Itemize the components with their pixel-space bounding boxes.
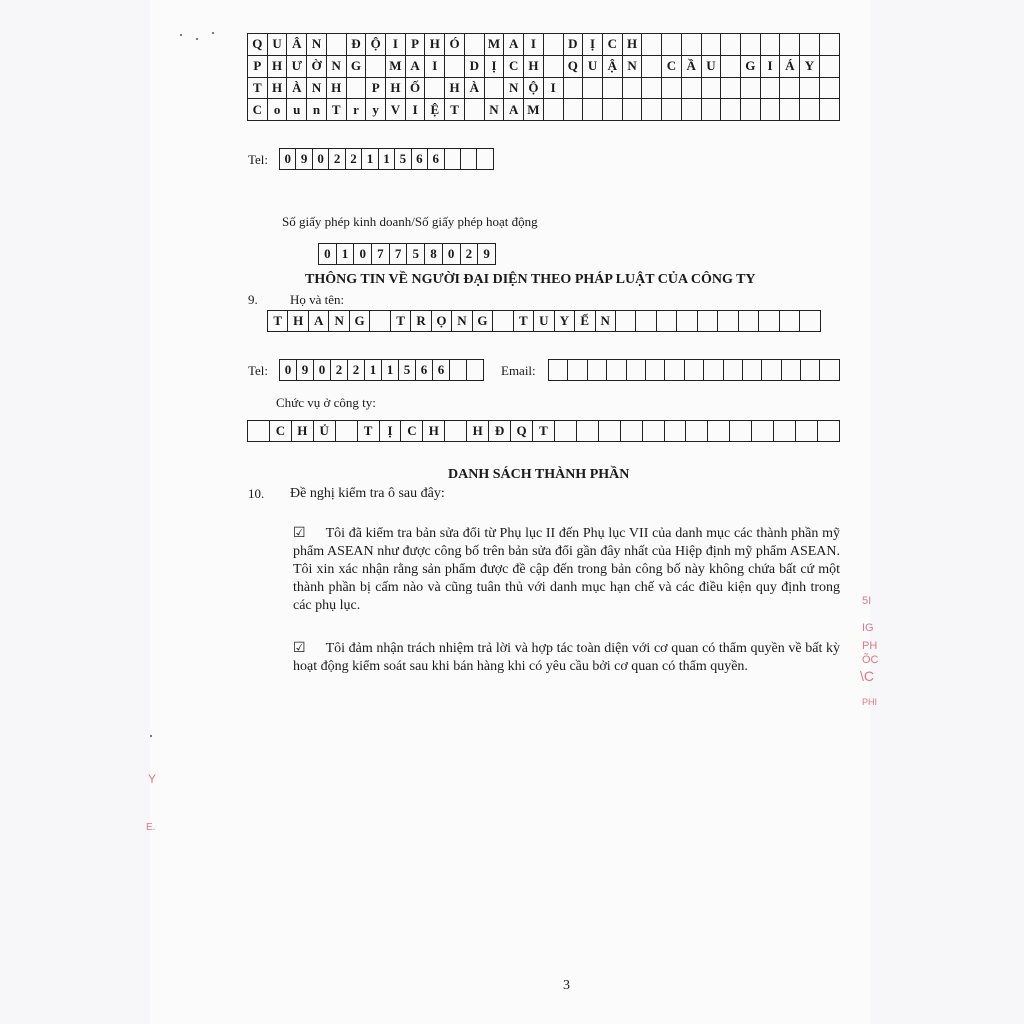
rep-position-grid: [247, 420, 840, 442]
grid-cell: Ố: [405, 77, 425, 99]
grid-cell: 1: [336, 244, 354, 265]
rep-name-grid: [267, 310, 821, 332]
grid-cell: Á: [780, 55, 800, 77]
grid-cell: [740, 34, 760, 56]
grid-cell: U: [701, 55, 721, 77]
grid-cell: Y: [554, 311, 574, 332]
grid-cell: H: [425, 34, 445, 56]
grid-cell: [681, 99, 701, 121]
grid-cell: [587, 360, 606, 381]
grid-cell: [718, 311, 738, 332]
grid-cell: [759, 311, 779, 332]
grid-cell: T: [390, 311, 410, 332]
grid-cell: [607, 360, 626, 381]
company-tel-grid: [279, 148, 494, 170]
grid-cell: A: [405, 55, 425, 77]
grid-cell: [467, 360, 484, 381]
grid-cell: [549, 360, 568, 381]
grid-cell: [450, 360, 467, 381]
grid-cell: [366, 55, 386, 77]
grid-cell: 0: [442, 244, 460, 265]
grid-cell: 5: [399, 360, 416, 381]
grid-cell: U: [267, 34, 287, 56]
grid-cell: y: [366, 99, 386, 121]
scan-speck: [150, 735, 152, 737]
grid-cell: [801, 360, 820, 381]
grid-cell: [477, 149, 494, 170]
grid-cell: 6: [416, 360, 433, 381]
position-label: Chức vụ ở công ty:: [276, 395, 376, 410]
grid-cell: [326, 34, 346, 56]
grid-cell: [723, 360, 742, 381]
grid-cell: [762, 360, 781, 381]
grid-cell: T: [513, 311, 533, 332]
grid-cell: T: [268, 311, 288, 332]
grid-cell: [484, 77, 504, 99]
grid-cell: Ư: [287, 55, 307, 77]
grid-cell: [662, 77, 682, 99]
grid-cell: M: [524, 99, 544, 121]
grid-cell: [721, 34, 741, 56]
grid-cell: [622, 99, 642, 121]
grid-cell: 7: [372, 244, 390, 265]
grid-cell: M: [386, 55, 406, 77]
grid-cell: 1: [365, 360, 382, 381]
grid-cell: [760, 77, 780, 99]
license-label: Số giấy phép kinh doanh/Số giấy phép hoạt động: [282, 214, 538, 229]
grid-cell: Ó: [445, 34, 465, 56]
grid-cell: Ủ: [313, 421, 335, 442]
grid-cell: [335, 421, 357, 442]
grid-cell: [820, 360, 840, 381]
grid-cell: [817, 421, 839, 442]
grid-cell: 5: [407, 244, 425, 265]
grid-cell: [704, 360, 723, 381]
grid-cell: 0: [312, 149, 328, 170]
grid-cell: [796, 421, 818, 442]
stamp-fragment: E.: [146, 822, 156, 833]
grid-cell: I: [524, 34, 544, 56]
grid-cell: [645, 360, 664, 381]
grid-cell: D: [563, 34, 583, 56]
stamp-fragment: PH: [862, 640, 878, 652]
grid-cell: [800, 311, 821, 332]
stamp-fragment: ÕC: [862, 654, 879, 666]
grid-row: [268, 311, 821, 332]
grid-cell: [701, 77, 721, 99]
grid-cell: [602, 99, 622, 121]
grid-cell: [774, 421, 796, 442]
grid-cell: N: [307, 77, 327, 99]
grid-cell: 1: [362, 149, 378, 170]
grid-cell: 9: [296, 149, 312, 170]
grid-cell: [460, 149, 476, 170]
grid-cell: Ị: [583, 34, 603, 56]
grid-cell: [464, 34, 484, 56]
grid-cell: [598, 421, 620, 442]
grid-cell: G: [346, 55, 366, 77]
grid-cell: [721, 55, 741, 77]
grid-cell: r: [346, 99, 366, 121]
grid-cell: [445, 421, 467, 442]
grid-cell: [583, 77, 603, 99]
grid-cell: 2: [460, 244, 478, 265]
grid-cell: [615, 311, 635, 332]
grid-cell: C: [662, 55, 682, 77]
declaration-item-1: [293, 525, 840, 615]
grid-cell: [464, 99, 484, 121]
scan-speck: [196, 38, 198, 40]
address-grid: [247, 33, 840, 121]
grid-cell: Q: [248, 34, 268, 56]
declaration-text-1: Tôi đã kiểm tra bản sửa đổi từ Phụ lục II đến Phụ lục VII của danh mục các thành phần mỹ phẩm ASEAN như được công bố trên bản sửa đổi gần đây nhất của Hiệp định mỹ phẩm ASEAN. Tôi xin xác nhận rằng sản phẩm được đề cập đến trong bản công bố này không chứa bất cứ một thành phần bị cấm nào và cũng tuân thủ với danh mục hạn chế và các điều kiện quy định trong các phụ lục.: [293, 526, 840, 613]
grid-cell: [721, 77, 741, 99]
grid-cell: [664, 421, 686, 442]
grid-cell: H: [267, 55, 287, 77]
grid-cell: Đ: [346, 34, 366, 56]
grid-cell: [642, 55, 662, 77]
grid-cell: C: [504, 55, 524, 77]
grid-cell: 1: [378, 149, 394, 170]
grid-cell: [583, 99, 603, 121]
grid-cell: [642, 34, 662, 56]
grid-cell: N: [326, 55, 346, 77]
grid-cell: 0: [280, 360, 297, 381]
grid-row: [248, 77, 840, 99]
grid-cell: [760, 99, 780, 121]
grid-cell: [248, 421, 270, 442]
grid-cell: H: [445, 77, 465, 99]
grid-cell: n: [307, 99, 327, 121]
rep-section-title: THÔNG TIN VỀ NGƯỜI ĐẠI DIỆN THEO PHÁP LUẬT CỦA CÔNG TY: [305, 272, 756, 287]
email-grid: [548, 359, 840, 381]
rep-tel-grid: [279, 359, 484, 381]
grid-cell: I: [405, 99, 425, 121]
stamp-fragment: Y: [148, 772, 157, 786]
grid-cell: [636, 311, 656, 332]
grid-cell: G: [472, 311, 492, 332]
grid-cell: 1: [382, 360, 399, 381]
grid-cell: [563, 99, 583, 121]
grid-cell: T: [248, 77, 268, 99]
company-tel-label: Tel:: [248, 152, 269, 167]
grid-cell: C: [248, 99, 268, 121]
grid-cell: [445, 55, 465, 77]
grid-cell: [686, 421, 708, 442]
grid-row: [549, 360, 840, 381]
grid-cell: [662, 34, 682, 56]
grid-cell: [684, 360, 703, 381]
grid-cell: 0: [354, 244, 372, 265]
grid-cell: [800, 34, 820, 56]
grid-cell: H: [326, 77, 346, 99]
grid-row: [248, 34, 840, 56]
grid-cell: P: [366, 77, 386, 99]
grid-cell: [642, 99, 662, 121]
grid-cell: 6: [428, 149, 444, 170]
grid-cell: [819, 55, 839, 77]
grid-cell: [740, 77, 760, 99]
grid-cell: 9: [478, 244, 496, 265]
grid-cell: R: [411, 311, 431, 332]
grid-cell: [738, 311, 758, 332]
grid-cell: H: [288, 311, 308, 332]
grid-cell: 6: [411, 149, 427, 170]
grid-cell: [740, 99, 760, 121]
grid-cell: [701, 34, 721, 56]
grid-cell: 8: [425, 244, 443, 265]
declaration-item-2: [293, 640, 840, 676]
grid-cell: H: [386, 77, 406, 99]
grid-cell: [730, 421, 752, 442]
check-intro: Đề nghị kiểm tra ô sau đây:: [290, 486, 445, 501]
grid-cell: G: [740, 55, 760, 77]
checkbox-checked-icon[interactable]: ☑: [293, 526, 306, 541]
stamp-fragment: \C: [860, 668, 874, 684]
grid-cell: H: [622, 34, 642, 56]
grid-cell: [760, 34, 780, 56]
grid-row: [280, 149, 494, 170]
grid-cell: 9: [297, 360, 314, 381]
grid-cell: [780, 77, 800, 99]
grid-cell: A: [504, 34, 524, 56]
stamp-fragment: 5I: [862, 595, 872, 607]
grid-cell: P: [248, 55, 268, 77]
grid-cell: [819, 77, 839, 99]
grid-cell: N: [504, 77, 524, 99]
declaration-text-2: Tôi đảm nhận trách nhiệm trả lời và hợp tác toàn diện với cơ quan có thẩm quyền về bất kỳ hoạt động kiểm soát sau khi bán hàng khi có yêu cầu bởi cơ quan có thẩm quyền.: [293, 641, 840, 674]
grid-cell: 2: [329, 149, 345, 170]
section-10-number: 10.: [248, 486, 265, 501]
grid-cell: o: [267, 99, 287, 121]
grid-cell: [800, 99, 820, 121]
grid-cell: 0: [280, 149, 296, 170]
grid-cell: [602, 77, 622, 99]
grid-cell: 0: [314, 360, 331, 381]
grid-cell: D: [464, 55, 484, 77]
grid-cell: [642, 421, 664, 442]
grid-cell: I: [425, 55, 445, 77]
grid-cell: [346, 77, 366, 99]
grid-cell: [819, 34, 839, 56]
grid-cell: C: [602, 34, 622, 56]
section-9-number: 9.: [248, 292, 258, 307]
grid-cell: [742, 360, 761, 381]
grid-cell: Ệ: [425, 99, 445, 121]
checkbox-checked-icon[interactable]: ☑: [293, 641, 306, 656]
grid-cell: [681, 34, 701, 56]
grid-cell: N: [452, 311, 472, 332]
license-number-grid: [318, 243, 496, 265]
grid-cell: H: [467, 421, 489, 442]
grid-cell: Y: [800, 55, 820, 77]
grid-cell: 2: [348, 360, 365, 381]
grid-cell: G: [349, 311, 369, 332]
grid-cell: [780, 99, 800, 121]
grid-cell: À: [464, 77, 484, 99]
grid-cell: H: [267, 77, 287, 99]
grid-cell: [620, 421, 642, 442]
grid-cell: H: [524, 55, 544, 77]
grid-cell: C: [269, 421, 291, 442]
grid-cell: T: [326, 99, 346, 121]
grid-cell: M: [484, 34, 504, 56]
grid-cell: U: [534, 311, 554, 332]
grid-row: [248, 99, 840, 121]
grid-row: [248, 55, 840, 77]
grid-cell: [576, 421, 598, 442]
grid-cell: [543, 34, 563, 56]
grid-cell: [543, 55, 563, 77]
grid-cell: Ậ: [602, 55, 622, 77]
grid-cell: I: [543, 77, 563, 99]
grid-cell: [819, 99, 839, 121]
grid-cell: A: [504, 99, 524, 121]
grid-cell: [721, 99, 741, 121]
grid-cell: I: [386, 34, 406, 56]
grid-cell: 5: [395, 149, 411, 170]
grid-cell: 6: [433, 360, 450, 381]
stamp-fragment: PHI: [862, 697, 878, 707]
grid-cell: À: [287, 77, 307, 99]
grid-cell: T: [532, 421, 554, 442]
grid-cell: [697, 311, 717, 332]
grid-cell: N: [307, 34, 327, 56]
grid-row: [319, 244, 496, 265]
grid-cell: [800, 77, 820, 99]
grid-cell: Ộ: [524, 77, 544, 99]
grid-cell: N: [329, 311, 349, 332]
grid-cell: I: [760, 55, 780, 77]
stamp-fragment: IG: [862, 622, 874, 634]
grid-cell: 7: [389, 244, 407, 265]
grid-cell: 2: [331, 360, 348, 381]
scan-speck: [212, 32, 214, 34]
grid-cell: [781, 360, 800, 381]
grid-cell: 0: [319, 244, 337, 265]
grid-cell: [642, 77, 662, 99]
email-label: Email:: [501, 363, 536, 378]
grid-cell: u: [287, 99, 307, 121]
grid-cell: [425, 77, 445, 99]
grid-cell: [626, 360, 645, 381]
grid-cell: [779, 311, 799, 332]
grid-row: [280, 360, 484, 381]
grid-row: [248, 421, 840, 442]
grid-cell: 2: [345, 149, 361, 170]
grid-cell: [662, 99, 682, 121]
grid-cell: [780, 34, 800, 56]
grid-cell: H: [423, 421, 445, 442]
grid-cell: V: [386, 99, 406, 121]
grid-cell: N: [595, 311, 615, 332]
grid-cell: T: [357, 421, 379, 442]
grid-cell: [370, 311, 390, 332]
grid-cell: H: [291, 421, 313, 442]
grid-cell: Ầ: [681, 55, 701, 77]
grid-cell: Q: [511, 421, 533, 442]
grid-cell: Ộ: [366, 34, 386, 56]
grid-cell: [444, 149, 460, 170]
grid-cell: N: [484, 99, 504, 121]
grid-cell: C: [401, 421, 423, 442]
grid-cell: [677, 311, 697, 332]
page-number: 3: [563, 978, 570, 993]
grid-cell: U: [583, 55, 603, 77]
grid-cell: [554, 421, 576, 442]
grid-cell: [752, 421, 774, 442]
grid-cell: Â: [287, 34, 307, 56]
grid-cell: [681, 77, 701, 99]
grid-cell: P: [405, 34, 425, 56]
rep-tel-label: Tel:: [248, 363, 269, 378]
ingredients-title: DANH SÁCH THÀNH PHẦN: [448, 467, 630, 482]
grid-cell: N: [622, 55, 642, 77]
grid-cell: Đ: [489, 421, 511, 442]
grid-cell: A: [308, 311, 328, 332]
grid-cell: Ế: [575, 311, 595, 332]
grid-cell: [543, 99, 563, 121]
grid-cell: Ờ: [307, 55, 327, 77]
grid-cell: [665, 360, 684, 381]
name-label: Họ và tên:: [290, 292, 345, 307]
grid-cell: [622, 77, 642, 99]
grid-cell: [656, 311, 676, 332]
grid-cell: [701, 99, 721, 121]
grid-cell: Ị: [484, 55, 504, 77]
grid-cell: [563, 77, 583, 99]
grid-cell: [568, 360, 587, 381]
grid-cell: Ọ: [431, 311, 451, 332]
grid-cell: [493, 311, 513, 332]
grid-cell: [708, 421, 730, 442]
scan-speck: [180, 34, 182, 36]
grid-cell: Ị: [379, 421, 401, 442]
grid-cell: T: [445, 99, 465, 121]
grid-cell: Q: [563, 55, 583, 77]
